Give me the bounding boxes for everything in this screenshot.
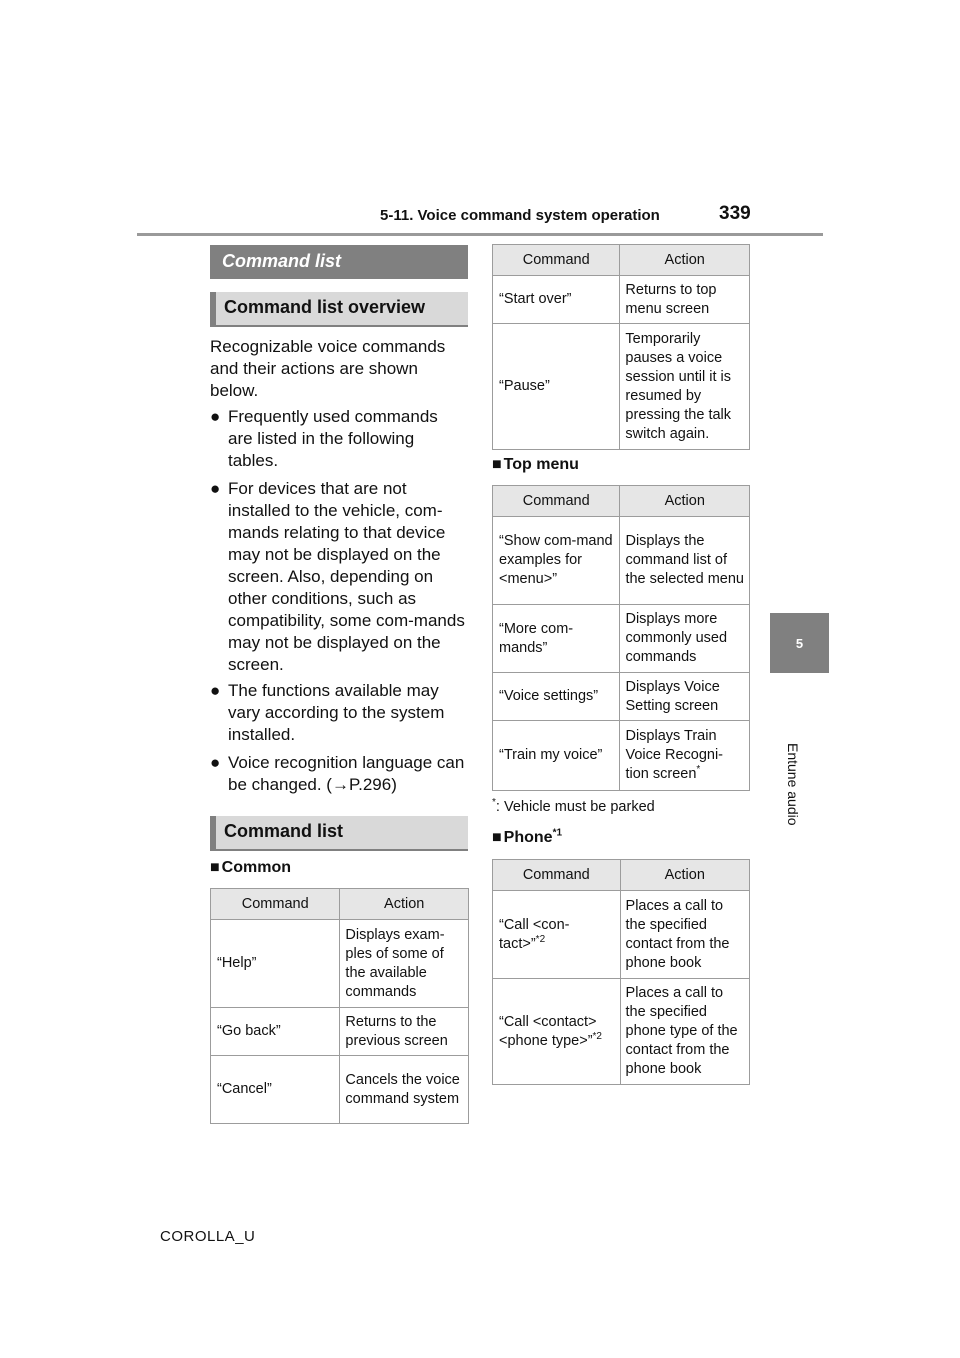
section-title: 5-11. Voice command system operation bbox=[380, 207, 660, 224]
table-row bbox=[493, 517, 750, 605]
table-row bbox=[493, 324, 750, 450]
action-cell: Displays Voice Setting screen bbox=[620, 673, 750, 721]
phone-table bbox=[492, 859, 750, 1085]
page-number: 339 bbox=[719, 203, 751, 224]
table-header-row bbox=[211, 889, 469, 920]
top-menu-footnote bbox=[492, 799, 655, 815]
table-row bbox=[493, 673, 750, 721]
square-bullet-icon: ■ bbox=[210, 859, 220, 876]
intro-paragraph: Recognizable voice commands and their actions are shown below. bbox=[210, 337, 446, 400]
col-command: Command bbox=[493, 860, 621, 891]
command-cell: “Train my voice” bbox=[493, 721, 620, 791]
bullet-dot-icon: ● bbox=[210, 479, 221, 498]
top-menu-heading bbox=[492, 456, 579, 474]
common-heading-text: Common bbox=[221, 859, 291, 876]
command-cell: “Start over” bbox=[493, 276, 620, 324]
action-cell: Places a call to the specified phone type of the contact from the phone book bbox=[620, 979, 749, 1085]
square-bullet-icon: ■ bbox=[492, 829, 502, 846]
col-command: Command bbox=[493, 486, 620, 517]
phone-heading bbox=[492, 829, 562, 847]
bullet-text: Voice recognition language can be changed. (→P.296) bbox=[228, 753, 465, 794]
command-text: “Call <con-tact>” bbox=[499, 916, 570, 952]
table-header-row bbox=[493, 486, 750, 517]
command-text: “Call <contact> <phone type>” bbox=[499, 1013, 597, 1049]
action-cell: Returns to the previous screen bbox=[340, 1008, 469, 1056]
command-cell: “Show com-mand examples for <menu>” bbox=[493, 517, 620, 605]
action-cell: Displays more commonly used commands bbox=[620, 605, 750, 673]
header-rule bbox=[137, 233, 823, 236]
square-bullet-icon: ■ bbox=[492, 456, 502, 473]
col-action: Action bbox=[620, 860, 749, 891]
action-cell: Displays exam-ples of some of the available commands bbox=[340, 920, 469, 1008]
bullet-item bbox=[210, 680, 465, 746]
bullet-dot-icon: ● bbox=[210, 753, 221, 772]
command-cell: “Pause” bbox=[493, 324, 620, 450]
action-cell: Temporarily pauses a voice session until it is resumed by pressing the talk switch again. bbox=[620, 324, 750, 450]
chapter-tab: 5 bbox=[770, 613, 829, 673]
command-cell: “Voice settings” bbox=[493, 673, 620, 721]
footnote-mark: *1 bbox=[552, 827, 563, 839]
table-row bbox=[493, 276, 750, 324]
chapter-title: Entune audio bbox=[785, 743, 801, 826]
bullet-dot-icon: ● bbox=[210, 681, 221, 700]
col-action: Action bbox=[340, 889, 469, 920]
table-row bbox=[493, 891, 750, 979]
bullet-item bbox=[210, 752, 465, 796]
overview-heading: Command list overview bbox=[210, 292, 468, 327]
col-action: Action bbox=[620, 245, 750, 276]
command-cell bbox=[493, 891, 621, 979]
action-cell: Cancels the voice command system bbox=[340, 1056, 469, 1124]
common-table bbox=[210, 888, 469, 1124]
table-header-row bbox=[493, 860, 750, 891]
footnote-text: : Vehicle must be parked bbox=[495, 799, 655, 815]
document-code: COROLLA_U bbox=[160, 1228, 256, 1245]
command-cell: “Cancel” bbox=[211, 1056, 340, 1124]
table-row bbox=[493, 721, 750, 791]
footnote-mark: * bbox=[492, 797, 496, 809]
command-cell: “More com-mands” bbox=[493, 605, 620, 673]
table-row bbox=[493, 979, 750, 1085]
common-table-continued bbox=[492, 244, 750, 450]
col-action: Action bbox=[620, 486, 750, 517]
common-heading bbox=[210, 859, 291, 877]
footnote-mark: * bbox=[696, 764, 701, 776]
top-menu-heading-text: Top menu bbox=[503, 456, 579, 473]
action-text: Displays Train Voice Recogni-tion screen bbox=[625, 728, 723, 782]
table-row bbox=[211, 1056, 469, 1124]
command-cell bbox=[493, 979, 621, 1085]
bullet-item bbox=[210, 406, 465, 472]
action-cell: Places a call to the specified contact from the phone book bbox=[620, 891, 749, 979]
table-header-row bbox=[493, 245, 750, 276]
phone-heading-text: Phone bbox=[503, 829, 553, 846]
table-row bbox=[493, 605, 750, 673]
command-cell: “Go back” bbox=[211, 1008, 340, 1056]
bullet-text: The functions available may vary according to the system installed. bbox=[228, 681, 445, 744]
col-command: Command bbox=[211, 889, 340, 920]
action-cell: Returns to top menu screen bbox=[620, 276, 750, 324]
top-menu-table bbox=[492, 485, 750, 791]
command-list-heading: Command list bbox=[210, 816, 468, 851]
action-cell: Displays the command list of the selected menu bbox=[620, 517, 750, 605]
table-row bbox=[211, 920, 469, 1008]
footnote-mark: *2 bbox=[535, 933, 546, 945]
action-cell bbox=[620, 721, 750, 791]
banner-heading: Command list bbox=[210, 245, 468, 279]
bullet-text: Frequently used commands are listed in the following tables. bbox=[228, 407, 438, 470]
bullet-text: For devices that are not installed to the vehicle, com-mands relating to that device may not be displayed on the screen. Also, depending on other conditions, such as compatibility, some com-mands may not be displayed on the screen. bbox=[228, 479, 465, 674]
bullet-item bbox=[210, 478, 465, 676]
col-command: Command bbox=[493, 245, 620, 276]
table-row bbox=[211, 1008, 469, 1056]
bullet-dot-icon: ● bbox=[210, 407, 221, 426]
footnote-mark: *2 bbox=[592, 1030, 602, 1042]
command-cell: “Help” bbox=[211, 920, 340, 1008]
